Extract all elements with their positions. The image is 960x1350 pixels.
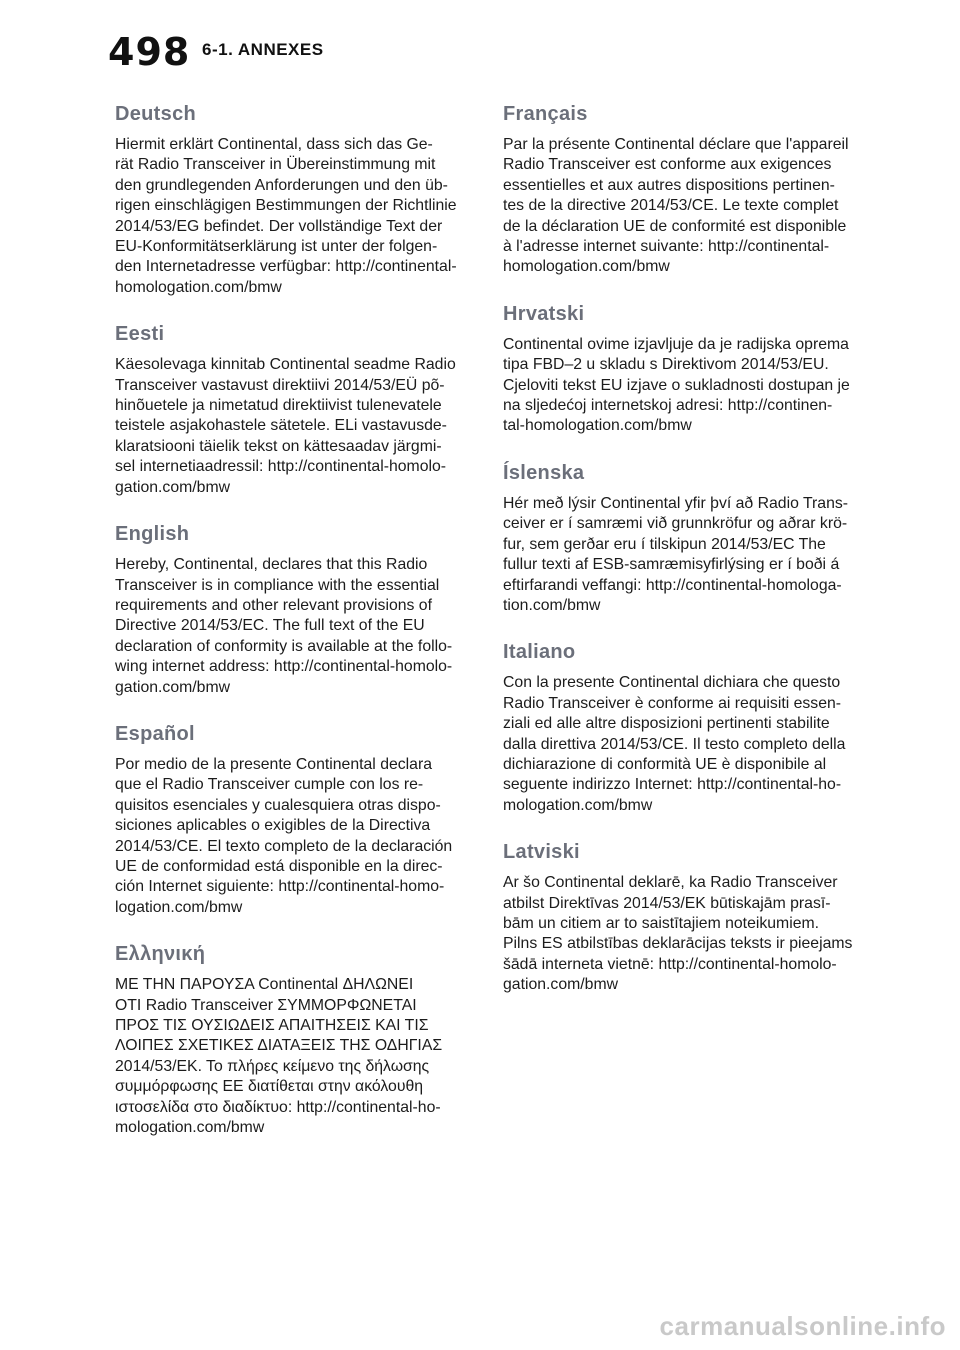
- declaration-text-line: 2014/53/EG befindet. Der vollständige Text der: [115, 217, 443, 235]
- language-heading: Íslenska: [503, 461, 585, 484]
- declaration-text-line: gation.com/bmw: [115, 678, 231, 696]
- language-section: [503, 100, 863, 278]
- declaration-text-line: homologation.com/bmw: [115, 278, 282, 296]
- declaration-text-line: Radio Transceiver è conforme ai requisiti essen-: [503, 694, 842, 712]
- declaration-text-line: συμμόρφωσης ΕΕ διατίθεται στην ακόλουθη: [115, 1078, 424, 1096]
- declaration-text-line: Por medio de la presente Continental declara: [115, 755, 433, 773]
- declaration-text-line: mologation.com/bmw: [503, 796, 653, 814]
- watermark: carmanualsonline.info: [659, 1311, 946, 1341]
- declaration-text-line: gation.com/bmw: [503, 976, 619, 994]
- language-section: [503, 459, 863, 616]
- language-section: [115, 320, 475, 498]
- declaration-text-line: tipa FBD–2 u skladu s Direktivom 2014/53/EU.: [503, 356, 829, 374]
- left-column: [115, 100, 475, 1160]
- declaration-text-line: Con la presente Continental dichiara che questo: [503, 674, 841, 692]
- declaration-text-line: na sljedećoj internetskoj adresi: http://continen-: [503, 397, 833, 415]
- language-heading: Eesti: [115, 323, 165, 346]
- declaration-text-line: logation.com/bmw: [115, 898, 243, 916]
- declaration-text-line: fur, sem gerðar eru í tilskipun 2014/53/EC The: [503, 535, 826, 553]
- declaration-text-line: ΜΕ ΤΗΝ ΠΑΡΟΥΣΑ Continental ΔΗΛΩΝΕΙ: [115, 976, 414, 994]
- declaration-text-line: bām un citiem ar to saistītajiem noteikumiem.: [503, 914, 820, 932]
- language-heading: Latviski: [503, 841, 580, 864]
- declaration-text-line: Transceiver vastavust direktiivi 2014/53/EÜ põ-: [115, 376, 445, 394]
- page-number: 498: [108, 30, 191, 74]
- declaration-text-line: siciones aplicables o exigibles de la Directiva: [115, 817, 431, 835]
- language-section: [503, 638, 863, 816]
- declaration-text-line: tal-homologation.com/bmw: [503, 417, 692, 435]
- declaration-text-line: Ar šo Continental deklarē, ka Radio Transceiver: [503, 874, 838, 892]
- declaration-text-line: homologation.com/bmw: [503, 258, 670, 276]
- declaration-text-line: ΠΡΟΣ ΤΙΣ ΟΥΣΙΩΔΕΙΣ ΑΠΑΙΤΗΣΕΙΣ ΚΑΙ ΤΙΣ: [115, 1017, 429, 1034]
- declaration-text-line: teistele asjakohastele sätetele. ELi vastavusde-: [115, 417, 447, 435]
- language-section: [115, 940, 475, 1138]
- language-heading: Español: [115, 722, 195, 745]
- declaration-text-line: ΛΟΙΠΕΣ ΣΧΕΤΙΚΕΣ ΔΙΑΤΑΞΕΙΣ ΤΗΣ ΟΔΗΓΙΑΣ: [115, 1037, 443, 1055]
- language-section: [115, 520, 475, 698]
- declaration-text-line: seguente indirizzo Internet: http://continental-ho-: [503, 776, 842, 794]
- declaration-text-line: ΟΤΙ Radio Transceiver ΣΥΜΜΟΡΦΩΝΕΤΑΙ: [115, 996, 417, 1014]
- declaration-text-line: fullur texti af ESB-samræmisyfirlýsing er í boði á: [503, 556, 840, 574]
- declaration-text-line: EU-Konformitätserklärung ist unter der folgen-: [115, 238, 438, 256]
- language-section: [115, 100, 475, 298]
- declaration-text-line: de la déclaration UE de conformité est disponible: [503, 217, 847, 235]
- declaration-text-line: rigen einschlägigen Bestimmungen der Richtlinie: [115, 197, 457, 215]
- declaration-text-line: tion.com/bmw: [503, 596, 601, 614]
- declaration-text-line: declaration of conformity is available at the follo-: [115, 637, 453, 655]
- declaration-text-line: dalla direttiva 2014/53/CE. Il testo completo della: [503, 735, 846, 753]
- declaration-text-line: tes de la directive 2014/53/CE. Le texte complet: [503, 197, 839, 215]
- chapter-title: 6-1. ANNEXES: [202, 40, 324, 59]
- declaration-text-line: ιστοσελίδα στο διαδίκτυο: http://continental-ho-: [115, 1098, 441, 1116]
- declaration-text-line: ziali ed alle altre disposizioni pertinenti stabilite: [503, 715, 830, 733]
- declaration-text-line: Continental ovime izjavljuje da je radijska oprema: [503, 335, 849, 353]
- declaration-text-line: à l'adresse internet suivante: http://continental-: [503, 238, 830, 256]
- declaration-text-line: UE de conformidad está disponible en la direc-: [115, 857, 443, 875]
- language-section: [503, 838, 863, 995]
- declaration-text-line: ceiver er í samræmi við grunnkröfur og aðrar krö-: [503, 515, 848, 533]
- declaration-text-line: 2014/53/ΕΚ. Το πλήρες κείμενο της δήλωσης: [115, 1057, 430, 1075]
- declaration-text-line: šādā interneta vietnē: http://continental-homolo-: [503, 955, 837, 973]
- page-header: [0, 0, 960, 76]
- language-heading: Hrvatski: [503, 302, 585, 325]
- declaration-text-line: Cjeloviti tekst EU izjave o sukladnosti dostupan je: [503, 376, 850, 394]
- declaration-text-line: Hiermit erklärt Continental, dass sich das Ge-: [115, 136, 433, 153]
- declaration-text-line: Pilns ES atbilstības deklarācijas teksts ir pieejams: [503, 935, 853, 953]
- language-heading: Français: [503, 103, 588, 125]
- declaration-text-line: rät Radio Transceiver in Übereinstimmung mit: [115, 156, 436, 174]
- declaration-text-line: dichiarazione di conformità UE è disponibile al: [503, 755, 827, 773]
- declaration-text-line: essentielles et aux autres dispositions pertinen-: [503, 176, 835, 194]
- declaration-text-line: 2014/53/CE. El texto completo de la declaración: [115, 837, 453, 855]
- declaration-text-line: den grundlegenden Anforderungen und den üb-: [115, 176, 448, 194]
- declaration-text-line: Hér með lýsir Continental yfir því að Radio Trans-: [503, 494, 849, 512]
- right-column: [503, 100, 863, 1018]
- declaration-text-line: klaratsiooni täielik tekst on kättesaadav järgmi-: [115, 437, 442, 455]
- declaration-text-line: wing internet address: http://continental-homolo-: [115, 658, 453, 676]
- declaration-text-line: den Internetadresse verfügbar: http://continental-: [115, 258, 457, 276]
- language-heading: Italiano: [503, 641, 576, 664]
- declaration-text-line: requirements and other relevant provisions of: [115, 596, 432, 614]
- declaration-text-line: gation.com/bmw: [115, 478, 231, 496]
- declaration-text-line: Käesolevaga kinnitab Continental seadme Radio: [115, 356, 456, 374]
- declaration-text-line: sel internetiaadressil: http://continental-homolo-: [115, 458, 447, 476]
- declaration-text-line: Radio Transceiver est conforme aux exigences: [503, 156, 832, 174]
- declaration-text-line: Directive 2014/53/EC. The full text of the EU: [115, 617, 425, 635]
- declaration-text-line: ción Internet siguiente: http://continental-homo-: [115, 878, 445, 896]
- declaration-text-line: quisitos esenciales y cualesquiera otras dispo-: [115, 796, 441, 814]
- declaration-text-line: mologation.com/bmw: [115, 1119, 265, 1137]
- language-heading: English: [115, 523, 190, 546]
- declaration-text-line: Hereby, Continental, declares that this Radio: [115, 556, 428, 574]
- language-section: [115, 720, 475, 918]
- declaration-text-line: hinõuetele ja nimetatud direktiivist tulenevatele: [115, 397, 442, 415]
- declaration-text-line: que el Radio Transceiver cumple con los re-: [115, 776, 424, 794]
- language-heading: Ελληνική: [115, 943, 206, 966]
- declaration-text-line: Par la présente Continental déclare que l'appareil: [503, 136, 849, 153]
- language-heading: Deutsch: [115, 103, 197, 125]
- declaration-text-line: eftirfarandi veffangi: http://continental-homologa-: [503, 576, 842, 594]
- declaration-text-line: atbilst Direktīvas 2014/53/EK būtiskajām prasī-: [503, 894, 831, 912]
- language-section: [503, 300, 863, 437]
- declaration-text-line: Transceiver is in compliance with the essential: [115, 576, 440, 594]
